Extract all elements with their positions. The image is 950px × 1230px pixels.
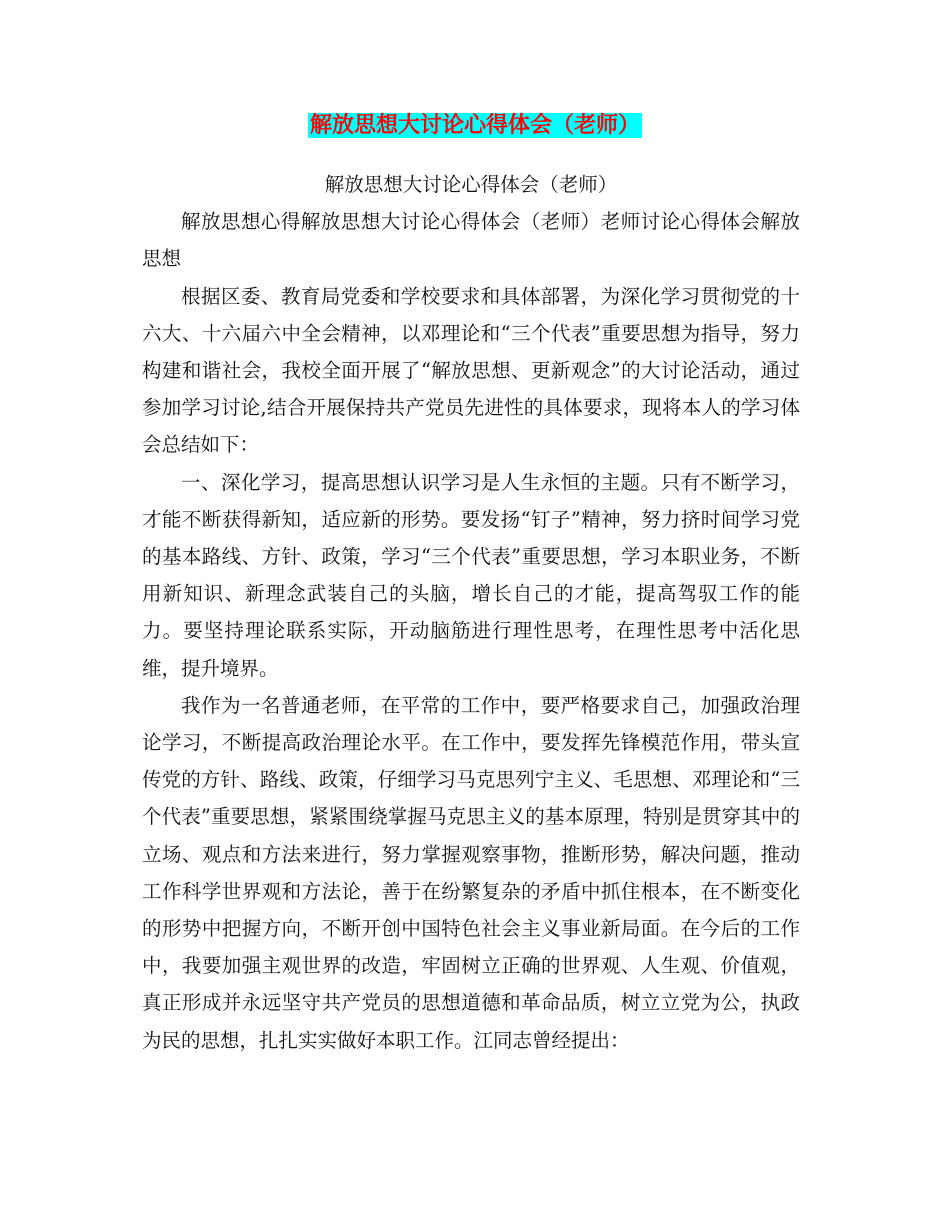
paragraph-keywords: 解放思想心得解放思想大讨论心得体会（老师）老师讨论心得体会解放思想 bbox=[142, 210, 800, 271]
paragraph-personal: 我作为一名普通老师，在平常的工作中，要严格要求自己，加强政治理论学习，不断提高政治理论水平。在工作中，要发挥先锋模范作用，带头宣传党的方针、路线、政策，仔细学习马克思列宁主义、毛思想、邓理论和“三个代表”重要思想，紧紧围绕掌握马克思主义的基本原理，特别是贯穿其中的立场、观点和方法来进行，努力掌握观察事物，推断形势，解决问题，推动工作科学世界观和方法论，善于在纷繁复杂的矛盾中抓住根本，在不断变化的形势中把握方向，不断开创中国特色社会主义事业新局面。在今后的工作中，我要加强主观世界的改造，牢固树立正确的世界观、人生观、价值观，真正形成并永远坚守共产党员的思想道德和革命品质，树立立党为公，执政为民的思想，扎扎实实做好本职工作。江同志曾经提出： bbox=[142, 693, 800, 1052]
document-title-text: 解放思想大讨论心得体会（老师） bbox=[309, 113, 640, 138]
paragraph-intro: 根据区委、教育局党委和学校要求和具体部署，为深化学习贯彻党的十六大、十六届六中全会精神，以邓理论和“三个代表”重要思想为指导，努力构建和谐社会，我校全面开展了“解放思想、更新观念”的大讨论活动，通过参加学习讨论,结合开展保持共产党员先进性的具体要求，现将本人的学习体会总结如下： bbox=[142, 284, 800, 457]
document-subtitle: 解放思想大讨论心得体会（老师） bbox=[324, 173, 618, 196]
paragraph-section-one: 一、深化学习，提高思想认识学习是人生永恒的主题。只有不断学习，才能不断获得新知，适应新的形势。要发扬“钉子”精神，努力挤时间学习党的基本路线、方针、政策，学习“三个代表”重要思想，学习本职业务，不断用新知识、新理念武装自己的头脑，增长自己的才能，提高驾驭工作的能力。要坚持理论联系实际，开动脑筋进行理性思考，在理性思考中活化思维，提升境界。 bbox=[142, 470, 800, 680]
document-body bbox=[142, 166, 800, 1059]
document-title bbox=[0, 110, 950, 142]
